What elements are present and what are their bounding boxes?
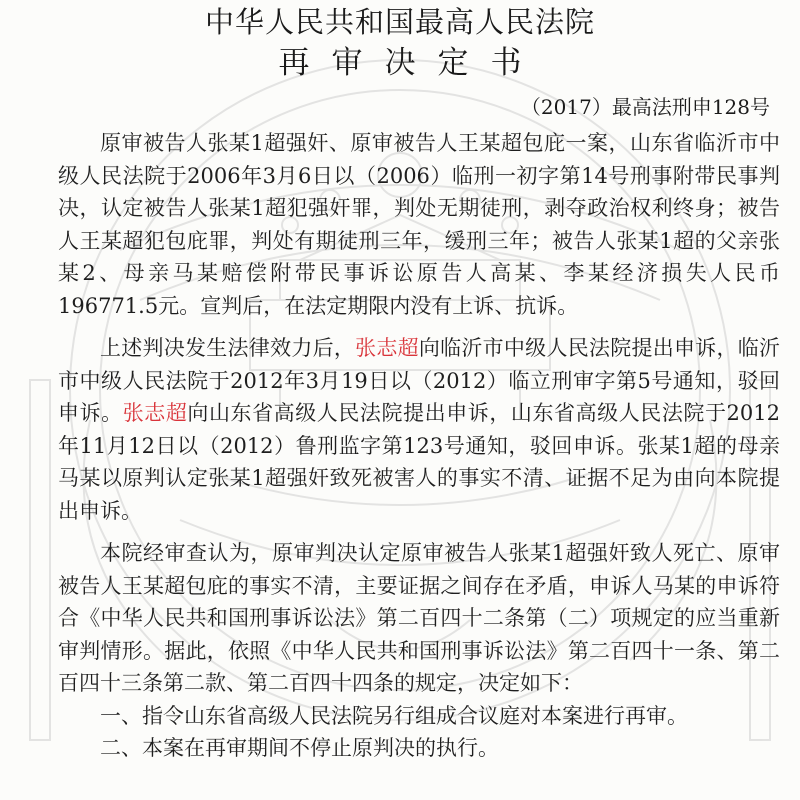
paragraph-text-segment: 向山东省高级人民法院提出申诉，山东省高级人民法院于2012年11月12日以（2012）鲁刑监字第123号通知，驳回申诉。张某1超的母亲马某以原判认定张某1超强奸致死被害人的事实不清、证据不足为由向本院提出申诉。	[58, 401, 780, 523]
decision-item-1: 一、指令山东省高级人民法院另行组成合议庭对本案进行再审。	[100, 703, 688, 728]
paragraph-appeal-history	[58, 332, 780, 527]
court-name: 中华人民共和国最高人民法院	[204, 5, 595, 39]
case-number: （2017）最高法刑申128号	[520, 95, 770, 119]
paragraph-text-segment: 上述判决发生法律效力后，	[100, 336, 356, 360]
paragraph-original-judgment: 原审被告人张某1超强奸、原审被告人王某超包庇一案，山东省临沂市中级人民法院于2006年3月6日以（2006）临刑一初字第14号刑事附带民事判决，认定被告人张某1超犯强奸罪，判处无期徒刑，剥夺政治权利终身；被告人王某超犯包庇罪，判处有期徒刑三年，缓刑三年；被告人张某1超的父亲张某2、母亲马某赔偿附带民事诉讼原告人高某、李某经济损失人民币196771.5元。宣判后，在法定期限内没有上诉、抗诉。	[58, 131, 780, 318]
paragraph-text-segment: 向临沂市中级人民法院提出申诉，临沂市中级人民法院于2012年3月19日以（2012）临立刑审字第5号通知，驳回申诉。	[58, 336, 781, 425]
highlighted-name: 张志超	[122, 401, 188, 425]
highlighted-name: 张志超	[355, 336, 419, 360]
document-title: 再审决定书	[278, 45, 544, 81]
paragraph-court-review: 本院经审查认为，原审判决认定原审被告人张某1超强奸致人死亡、原审被告人王某超包庇的事实不清，主要证据之间存在矛盾，申诉人马某的申诉符合《中华人民共和国刑事诉讼法》第二百四十二条第（二）项规定的应当重新审判情形。据此，依照《中华人民共和国刑事诉讼法》第二百四十一条、第二百四十三条第二款、第二百四十四条的规定，决定如下：	[58, 541, 780, 695]
document-body	[58, 127, 780, 765]
decision-item-2: 二、本案在再审期间不停止原判决的执行。	[100, 736, 499, 760]
